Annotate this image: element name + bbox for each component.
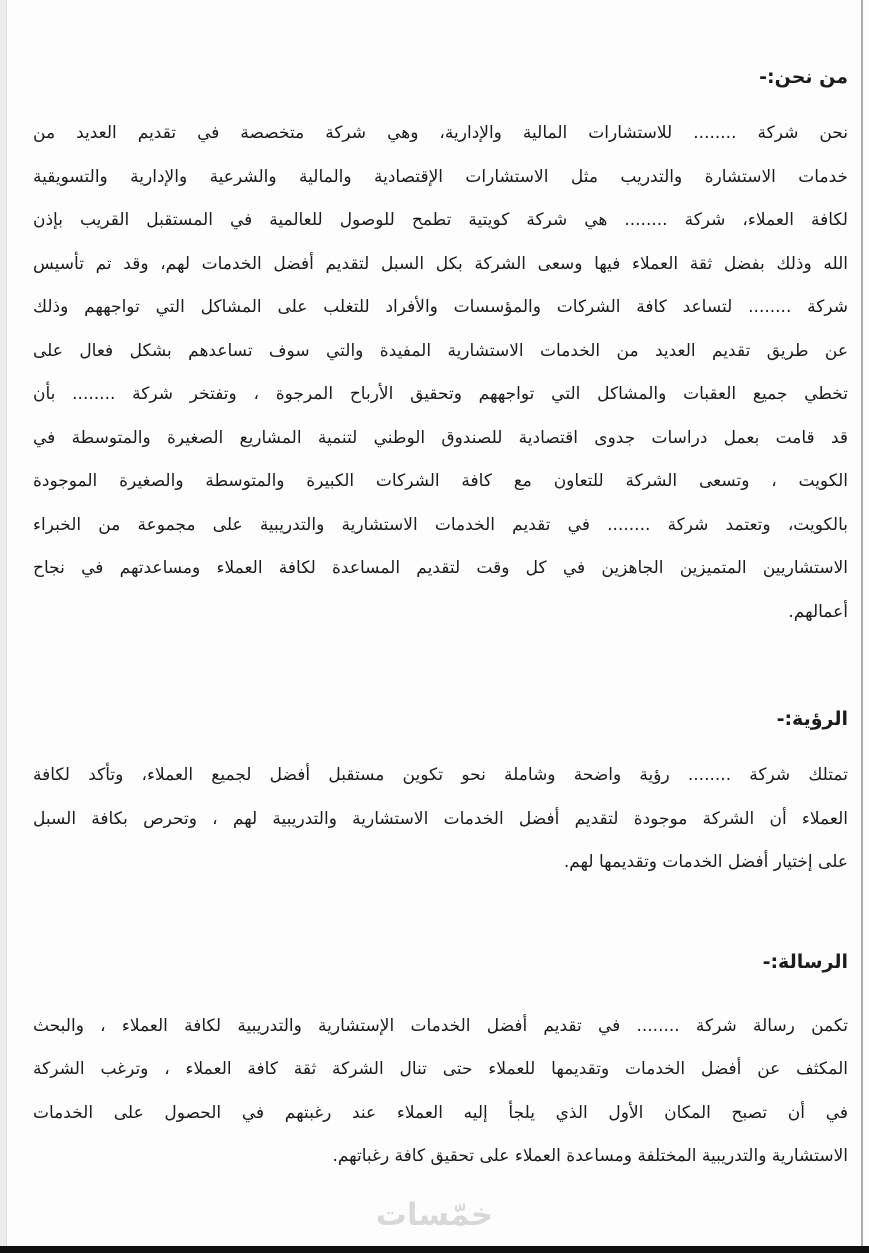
section-heading-vision: الرؤية:-	[776, 708, 848, 730]
text-line: الكويت ، وتسعى الشركة للتعاون مع كافة الشركات الكبيرة والمتوسطة والصغيرة الموجودة	[33, 471, 848, 491]
mission-paragraph	[33, 1005, 848, 1179]
text-line: نحن شركة ........ للاستشارات المالية والإدارية، وهي شركة متخصصة في تقديم العديد من	[33, 123, 848, 143]
scan-edge-right	[861, 0, 863, 1246]
scan-bottom-bar	[0, 1246, 869, 1253]
text-line: أعمالهم.	[788, 601, 848, 622]
text-line: خدمات الاستشارة والتدريب مثل الاستشارات الإقتصادية والمالية والشرعية والإدارية والتسويقية	[33, 166, 848, 187]
text-line: لكافة العملاء، شركة ........ هي شركة كويتية تطمح للوصول للعالمية في المستقبل القريب بإذن	[33, 210, 848, 230]
text-line: الاستشارية والتدريبية المختلفة ومساعدة العملاء على تحقيق كافة رغباتهم.	[332, 1146, 848, 1166]
text-line: المكثف عن أفضل الخدمات وتقديمها للعملاء حتى تنال الشركة ثقة كافة العملاء ، وترغب الشركة	[33, 1059, 848, 1079]
who-we-are-paragraph	[33, 112, 848, 634]
text-line: قد قامت بعمل دراسات جدوى اقتصادية للصندوق الوطني لتنمية المشاريع الصغيرة والمتوسطة في	[33, 427, 848, 448]
text-line: تمتلك شركة ........ رؤية واضحة وشاملة نحو تكوين مستقبل أفضل لجميع العملاء، وتأكد لكافة	[33, 765, 848, 785]
section-heading-mission: الرسالة:-	[762, 950, 848, 973]
text-line: الاستشاريين المتميزين الجاهزين في كل وقت لتقديم المساعدة لكافة العملاء ومساعدتهم في نجاح	[33, 558, 848, 578]
scan-edge-left	[0, 0, 7, 1253]
text-line: عن طريق تقديم العديد من الخدمات الاستشارية المفيدة والتي سوف تساعدهم بشكل فعال على	[33, 340, 848, 361]
text-line: في أن تصبح المكان الأول الذي يلجأ إليه العملاء عند رغبتهم في الحصول على الخدمات	[33, 1102, 848, 1123]
khamsat-watermark-logo: خمّسات	[375, 1197, 494, 1233]
text-line: شركة ........ لتساعد كافة الشركات والمؤسسات والأفراد للتغلب على المشاكل التي تواجههم وذلك	[33, 297, 848, 317]
text-line: تكمن رسالة شركة ........ في تقديم أفضل الخدمات الإستشارية والتدريبية لكافة العملاء ، والبحث	[33, 1015, 848, 1036]
text-line: العملاء أن الشركة موجودة لتقديم أفضل الخدمات الاستشارية والتدريبية لهم ، وتحرص بكافة السبل	[33, 808, 848, 829]
text-line: على إختيار أفضل الخدمات وتقديمها لهم.	[563, 852, 848, 872]
text-line: بالكويت، وتعتمد شركة ........ في تقديم الخدمات الاستشارية والتدريبية على مجموعة من الخبراء	[33, 514, 848, 535]
vision-paragraph	[33, 754, 848, 885]
text-line: تخطي جميع العقبات والمشاكل التي تواجههم وتحقيق الأرباح المرجوة ، وتفتخر شركة ........ بأن	[33, 384, 848, 404]
text-line: الله وذلك بفضل ثقة العملاء فيها وسعى الشركة بكل السبل لتقديم أفضل الخدمات لهم، وقد تم تأسيس	[33, 253, 848, 274]
section-heading-who-we-are: من نحن:-	[759, 66, 848, 88]
